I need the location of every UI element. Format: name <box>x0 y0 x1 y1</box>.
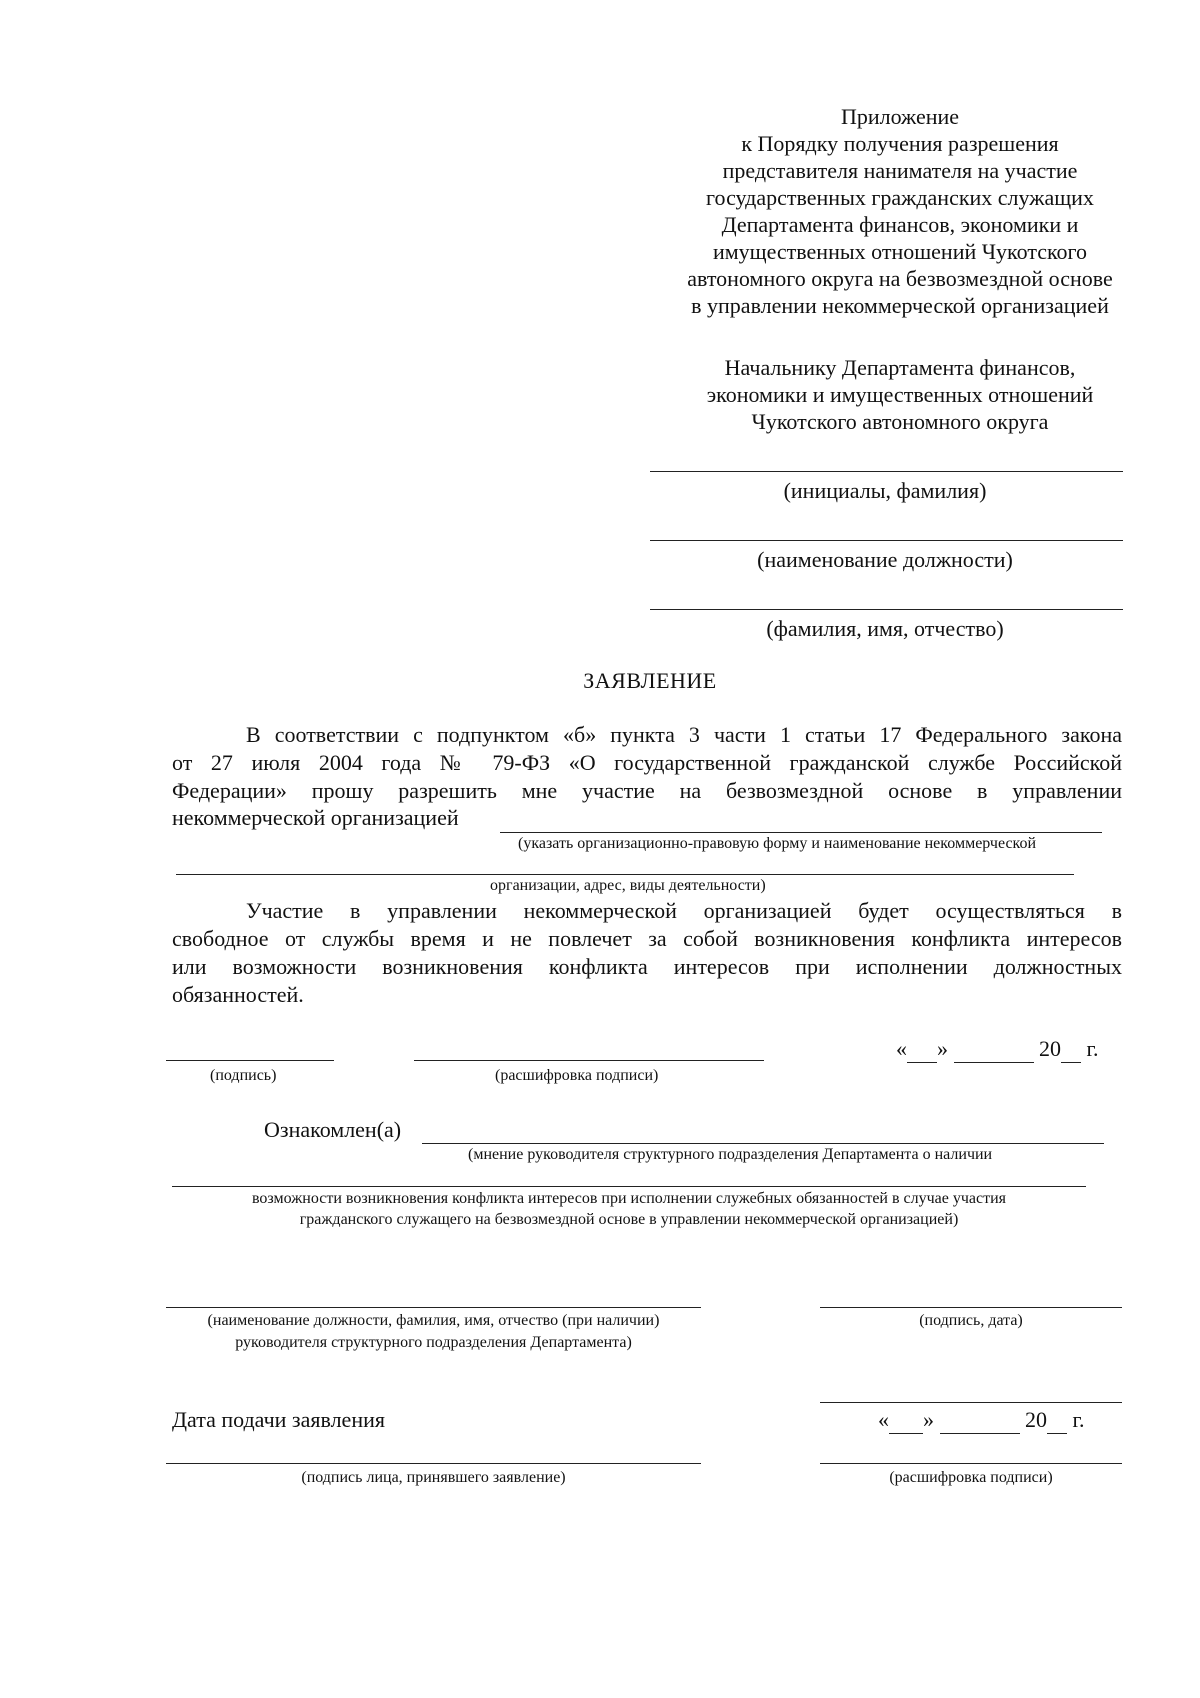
date-year-prefix: 20 <box>1039 1036 1061 1061</box>
receiver-signature-line[interactable] <box>166 1463 701 1464</box>
date-day-field[interactable] <box>907 1036 937 1063</box>
request-paragraph <box>172 721 1122 805</box>
signature-caption: (подпись) <box>210 1067 277 1084</box>
paragraph-line: Федерации» прошу разрешить мне участие на безвозмездной основе в управлении <box>172 778 1122 803</box>
header-line: автономного округа на безвозмездной основе <box>687 266 1113 291</box>
head-name-caption-2: руководителя структурного подразделения Департамента) <box>235 1334 632 1351</box>
organization-field-line-2[interactable] <box>176 874 1074 875</box>
addressee-line: экономики и имущественных отношений <box>706 382 1094 407</box>
header-line: в управлении некоммерческой организацией <box>691 293 1109 318</box>
date-close-quote: » <box>937 1036 948 1061</box>
paragraph-line: свободное от службы время и не повлечет за собой возникновения конфликта интересов <box>172 926 1122 951</box>
acknowledged-field-line-2[interactable] <box>172 1186 1086 1187</box>
header-line: имущественных отношений Чукотского <box>712 239 1088 264</box>
signature-line[interactable] <box>166 1060 334 1061</box>
paragraph-line: В соответствии с подпунктом «б» пункта 3 части 1 статьи 17 Федерального закона <box>246 722 1122 747</box>
head-signature-date-line[interactable] <box>820 1307 1122 1308</box>
date-day-field[interactable] <box>889 1407 923 1434</box>
initials-field-caption: (инициалы, фамилия) <box>783 478 987 503</box>
acknowledged-field-line[interactable] <box>422 1143 1104 1144</box>
acknowledged-label: Ознакомлен(а) <box>264 1117 402 1142</box>
addressee-line: Начальнику Департамента финансов, <box>724 355 1076 380</box>
position-field-line[interactable] <box>650 540 1123 541</box>
head-signature-date-caption: (подпись, дата) <box>919 1312 1023 1329</box>
addressee-line: Чукотского автономного округа <box>751 409 1049 434</box>
date-month-field[interactable] <box>940 1407 1020 1434</box>
header-line: представителя нанимателя на участие <box>722 158 1078 183</box>
date-year-suffix: г. <box>1086 1036 1099 1061</box>
appendix-header <box>630 103 1170 319</box>
organization-hint-2: организации, адрес, виды деятельности) <box>490 877 766 894</box>
application-date <box>896 1036 1099 1063</box>
submission-label: Дата подачи заявления <box>172 1407 385 1432</box>
submission-date <box>878 1407 1085 1434</box>
date-year-field[interactable] <box>1061 1036 1081 1063</box>
head-name-caption-1: (наименование должности, фамилия, имя, отчество (при наличии) <box>207 1312 660 1329</box>
date-year-prefix: 20 <box>1025 1407 1047 1432</box>
date-open-quote: « <box>896 1036 907 1061</box>
date-open-quote: « <box>878 1407 889 1432</box>
acknowledged-hint-1: (мнение руководителя структурного подразделения Департамента о наличии <box>468 1146 993 1163</box>
paragraph-line: от 27 июля 2004 года № 79-ФЗ «О государственной гражданской службе Российской <box>172 750 1122 775</box>
header-line: Департамента финансов, экономики и <box>721 212 1079 237</box>
addressee-block <box>630 354 1170 435</box>
header-line: Приложение <box>840 104 960 129</box>
date-month-field[interactable] <box>954 1036 1034 1063</box>
paragraph-line: Участие в управлении некоммерческой организацией будет осуществляться в <box>246 898 1122 923</box>
signature-decoding-line[interactable] <box>414 1060 764 1061</box>
date-year-suffix: г. <box>1072 1407 1085 1432</box>
position-field-caption: (наименование должности) <box>757 547 1013 572</box>
head-name-line[interactable] <box>166 1307 701 1308</box>
acknowledged-hint-3: гражданского служащего на безвозмездной основе в управлении некоммерческой организацией) <box>299 1211 959 1228</box>
organization-hint: (указать организационно-правовую форму и наименование некоммерческой <box>518 835 1037 852</box>
organization-label: некоммерческой организацией <box>172 805 459 830</box>
document-title: ЗАЯВЛЕНИЕ <box>583 668 717 693</box>
submission-top-line[interactable] <box>820 1402 1122 1403</box>
date-year-field[interactable] <box>1047 1407 1067 1434</box>
receiver-decoding-line[interactable] <box>820 1463 1122 1464</box>
signature-decoding-caption: (расшифровка подписи) <box>495 1067 659 1084</box>
conflict-paragraph <box>172 897 1122 1009</box>
paragraph-line: обязанностей. <box>172 982 304 1007</box>
header-line: государственных гражданских служащих <box>706 185 1094 210</box>
receiver-decoding-caption: (расшифровка подписи) <box>889 1469 1053 1486</box>
date-close-quote: » <box>923 1407 934 1432</box>
acknowledged-hint-2: возможности возникновения конфликта интересов при исполнении служебных обязанностей в случае участия <box>251 1190 1007 1207</box>
header-line: к Порядку получения разрешения <box>741 131 1059 156</box>
paragraph-line: или возможности возникновения конфликта интересов при исполнении должностных <box>172 954 1122 979</box>
receiver-signature-caption: (подпись лица, принявшего заявление) <box>301 1469 566 1486</box>
initials-field-line[interactable] <box>650 471 1123 472</box>
organization-field-line[interactable] <box>500 832 1102 833</box>
full-name-field-line[interactable] <box>650 609 1123 610</box>
full-name-field-caption: (фамилия, имя, отчество) <box>766 616 1004 641</box>
